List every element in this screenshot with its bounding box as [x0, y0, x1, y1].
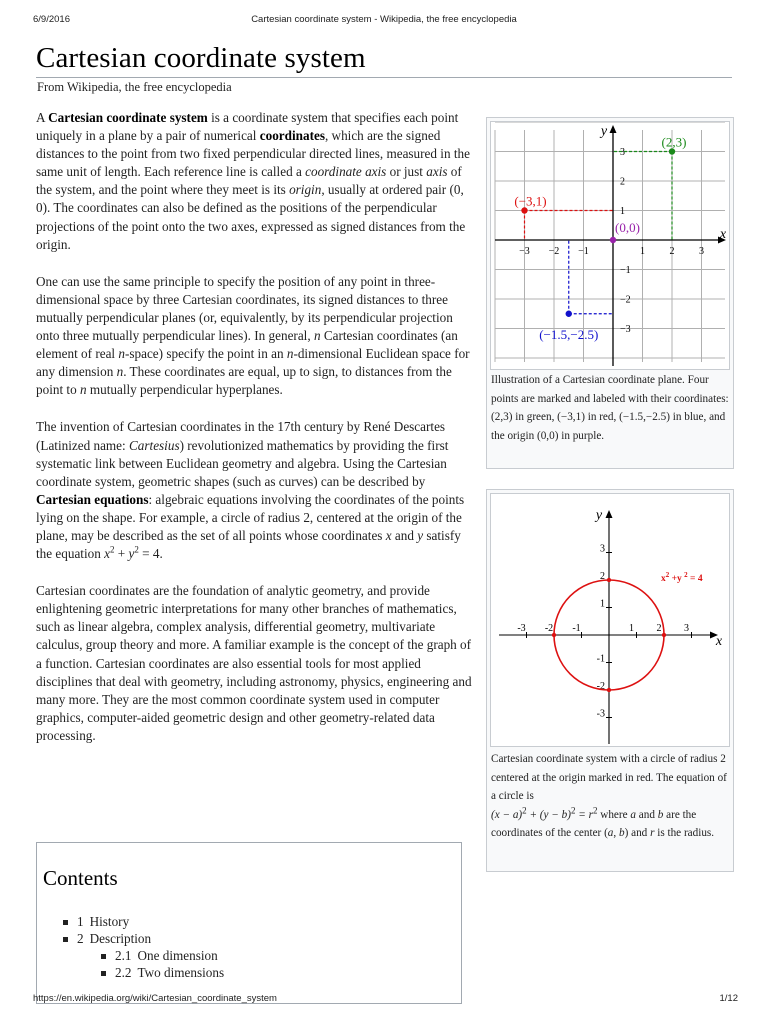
x-tick-label: 2 — [669, 246, 675, 257]
point-marker — [610, 237, 616, 243]
term-coordinates: coordinates — [259, 128, 325, 144]
print-page-title: Cartesian coordinate system - Wikipedia, the free encyclopedia — [251, 14, 517, 25]
x-tick-label: 3 — [699, 246, 704, 257]
term-cartesian-coordinate-system: Cartesian coordinate system — [48, 110, 208, 125]
circle-equation: $x^2 +y$ $^2$ = 4 — [661, 571, 703, 584]
page-title: Cartesian coordinate system — [36, 42, 366, 74]
figure-circle — [486, 489, 734, 872]
term-coordinate-axis: coordinate axis — [305, 164, 387, 180]
x-axis-label: x — [715, 634, 723, 649]
article-body — [36, 109, 476, 764]
toc-sublist — [101, 947, 224, 981]
print-date: 6/9/2016 — [33, 14, 70, 25]
circle-diagram — [491, 494, 729, 746]
x-tick-label: -3 — [517, 623, 526, 634]
term-origin: origin — [289, 182, 322, 198]
y-tick-label: 2 — [620, 176, 625, 188]
x-tick-label: 2 — [656, 623, 662, 634]
y-tick-label: −2 — [620, 294, 631, 306]
y-tick-label: 3 — [620, 147, 625, 158]
x-tick-label: -1 — [572, 623, 581, 634]
y-axis-arrow — [606, 510, 613, 518]
paragraph-intro: A Cartesian coordinate system is a coordinate system that specifies each point uniquely in a plane by a pair of numerical coordinates, which are the signed distances to the point from two fixed perpendicular directed lines, measured in the same unit of length. Each reference line is called a coordinate axis or just axis of the system, and the point where they meet is its origin, usually at ordered pair (0, 0). The coordinates can also be defined as the positions of the perpendicular projections of the point onto the two axes, expressed as signed distances from the origin. — [36, 110, 470, 252]
y-tick-label: 2 — [600, 571, 605, 582]
x-tick-label: 3 — [684, 623, 689, 634]
y-tick-label: −3 — [620, 324, 631, 335]
toc-item-two-dimensions[interactable]: 2.2 Two dimensions — [101, 964, 224, 981]
point-label: (2,3) — [661, 134, 687, 150]
toc-item-description[interactable]: 2 Description — [63, 930, 151, 947]
intercept-point — [552, 633, 556, 637]
x-tick-label: −1 — [578, 246, 589, 257]
print-header — [0, 14, 768, 28]
coordinate-plane-diagram — [491, 122, 729, 369]
y-axis-label: y — [595, 508, 603, 523]
figure-coordinate-plane — [486, 117, 734, 469]
point-label: (−3,1) — [514, 193, 547, 209]
point-label: (−1.5,−2.5) — [539, 326, 599, 342]
toc-title: Contents — [43, 866, 118, 890]
term-cartesian-equations: Cartesian equations — [36, 491, 149, 507]
figure2-caption: Cartesian coordinate system with a circle of radius 2 centered at the origin marked in red. The equation of a circle is $(x - a)^2 + (y - b)^2 = r^2$ where a and b are the coordinates of the center (a, b) and r is the radius. — [491, 753, 727, 840]
y-tick-label: −1 — [620, 265, 631, 276]
paragraph-history: The invention of Cartesian coordinates in the 17th century by René Descartes (Latinized name: Cartesius) revolutionized mathematics by providing the first systematic link between Euclidean geometry and algebra. Using the Cartesian coordinate system, geometric shapes (such as curves) can be described by Cartesian equations: algebraic equations involving the coordinates of the points lying on the shape. For example, a circle of radius 2, centered at the origin of the plane, may be described as the set of all points whose coordinates x and y satisfy the equation $x^2 + y^2 = 4$. — [36, 419, 465, 562]
print-page-number: 1/12 — [719, 993, 738, 1004]
point-label: (0,0) — [615, 220, 640, 235]
x-tick-label: 1 — [629, 623, 634, 634]
y-axis-arrow — [610, 125, 617, 133]
intercept-point — [662, 633, 666, 637]
x-tick-label: −3 — [519, 246, 530, 257]
y-axis-label: y — [600, 124, 608, 139]
paragraph-dimensions: One can use the same principle to specify the position of any point in three-dimensional space by three Cartesian coordinates, its signed distances to three mutually perpendicular planes (or, equivalently, by its perpendicular projection onto three mutually perpendicular lines). In general, n Cartesian coordinates (an element of real n-space) specify the point in an n-dimensional Euclidean space for any dimension n. These coordinates are equal, up to sign, to distances from the point to n mutually perpendicular hyperplanes. — [36, 273, 470, 398]
x-axis-label: x — [719, 227, 727, 242]
y-tick-label: -2 — [596, 681, 605, 692]
y-tick-label: 1 — [620, 206, 625, 217]
y-tick-label: 1 — [600, 598, 605, 610]
intercept-point — [607, 578, 611, 582]
figure1-caption: Illustration of a Cartesian coordinate plane. Four points are marked and labeled with their coordinates: (2,3) in green, (−3,1) in red, (−1.5,−2.5) in blue, and the origin (0,0) in purple. — [491, 374, 729, 442]
x-tick-label: -2 — [544, 623, 554, 634]
y-tick-label: -3 — [596, 708, 605, 720]
toc-item-one-dimension[interactable]: 2.1 One dimension — [101, 947, 224, 964]
page-subtitle: From Wikipedia, the free encyclopedia — [37, 80, 232, 94]
table-of-contents — [36, 842, 462, 1004]
point-marker — [566, 311, 572, 317]
print-footer — [0, 993, 768, 1007]
toc-list — [63, 913, 151, 947]
y-tick-label: -1 — [596, 653, 605, 665]
print-url: https://en.wikipedia.org/wiki/Cartesian_coordinate_system — [33, 993, 277, 1004]
toc-item-history[interactable]: 1 History — [63, 913, 151, 930]
intercept-point — [607, 688, 611, 692]
title-divider — [36, 77, 732, 78]
y-tick-label: 3 — [600, 543, 605, 555]
x-tick-label: −2 — [548, 246, 560, 257]
paragraph-applications: Cartesian coordinates are the foundation of analytic geometry, and provide enlightening geometric interpretations for many other branches of mathematics, such as linear algebra, complex analysis, differential geometry, multivariate calculus, group theory and more. A familiar example is the concept of the graph of a function. Cartesian coordinates are also essential tools for most applied disciplines that deal with geometry, including astronomy, physics, engineering and many more. They are the most common coordinate system used in computer graphics, computer-aided geometric design and other geometry-related data processing. — [36, 583, 472, 743]
term-axis: axis — [426, 164, 448, 180]
x-tick-label: 1 — [640, 246, 645, 257]
